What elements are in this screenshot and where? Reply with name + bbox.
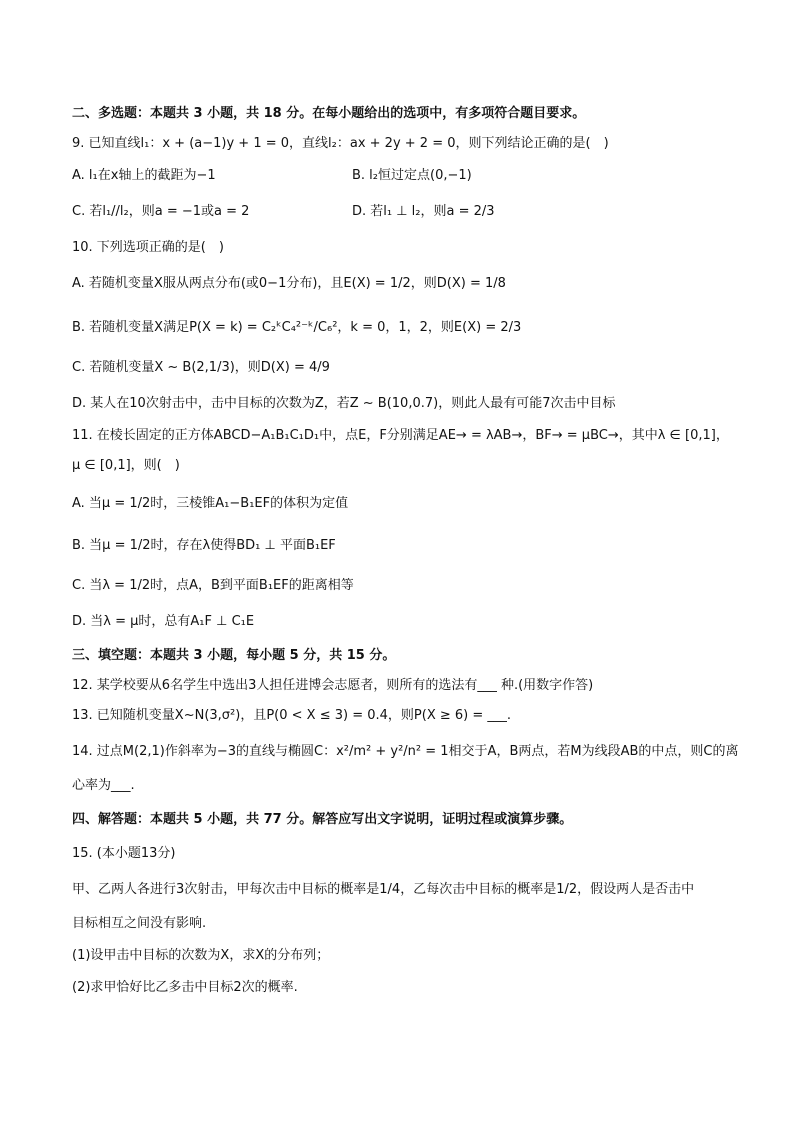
question-11-option-a: A. 当μ = 1/2时，三棱锥A₁−B₁EF的体积为定值	[72, 496, 349, 511]
section-3-header: 三、填空题：本题共 3 小题，每小题 5 分，共 15 分。	[72, 648, 396, 663]
question-14-line-2: 心率为___.	[72, 778, 135, 793]
question-15-stem-line-1: 甲、乙两人各进行3次射击，甲每次击中目标的概率是1/4，乙每次击中目标的概率是1/2，假设两人是否击中	[72, 882, 695, 897]
question-14-line-1: 14. 过点M(2,1)作斜率为−3的直线与椭圆C：x²/m² + y²/n² = 1相交于A，B两点，若M为线段AB的中点，则C的离	[72, 744, 739, 759]
question-10-option-c: C. 若随机变量X ~ B(2,1/3)，则D(X) = 4/9	[72, 360, 330, 375]
question-13: 13. 已知随机变量X~N(3,σ²)，且P(0 < X ≤ 3) = 0.4，则P(X ≥ 6) = ___.	[72, 708, 512, 723]
question-15-part-2: (2)求甲恰好比乙多击中目标2次的概率.	[72, 980, 298, 995]
question-15-stem-line-2: 目标相互之间没有影响.	[72, 916, 207, 931]
question-9-stem: 9. 已知直线l₁：x + (a−1)y + 1 = 0，直线l₂：ax + 2y + 2 = 0，则下列结论正确的是( )	[72, 136, 609, 151]
question-11-option-b: B. 当μ = 1/2时，存在λ使得BD₁ ⊥ 平面B₁EF	[72, 538, 336, 553]
question-11-stem-line-1: 11. 在棱长固定的正方体ABCD−A₁B₁C₁D₁中，点E，F分别满足AE→ = λAB→，BF→ = μBC→，其中λ ∈ [0,1]，	[72, 428, 729, 443]
question-9-option-a: A. l₁在x轴上的截距为−1	[72, 168, 216, 183]
question-12: 12. 某学校要从6名学生中选出3人担任进博会志愿者，则所有的选法有___ 种.(用数字作答)	[72, 678, 594, 693]
question-10-option-b: B. 若随机变量X满足P(X = k) = C₂ᵏC₄²⁻ᵏ/C₆²，k = 0，1，2，则E(X) = 2/3	[72, 320, 522, 335]
question-11-option-c: C. 当λ = 1/2时，点A，B到平面B₁EF的距离相等	[72, 578, 354, 593]
question-10-stem: 10. 下列选项正确的是( )	[72, 240, 224, 255]
question-9-option-b: B. l₂恒过定点(0,−1)	[352, 168, 472, 183]
section-4-header: 四、解答题：本题共 5 小题，共 77 分。解答应写出文字说明，证明过程或演算步骤。	[72, 812, 573, 827]
section-2-header: 二、多选题：本题共 3 小题，共 18 分。在每小题给出的选项中，有多项符合题目要求。	[72, 106, 586, 121]
question-15-title: 15. (本小题13分)	[72, 846, 176, 861]
question-10-option-d: D. 某人在10次射击中，击中目标的次数为Z，若Z ~ B(10,0.7)，则此人最有可能7次击中目标	[72, 396, 616, 411]
question-15-part-1: (1)设甲击中目标的次数为X，求X的分布列；	[72, 948, 330, 963]
question-9-option-c: C. 若l₁//l₂，则a = −1或a = 2	[72, 204, 250, 219]
question-10-option-a: A. 若随机变量X服从两点分布(或0−1分布)，且E(X) = 1/2，则D(X) = 1/8	[72, 276, 506, 291]
question-11-stem-line-2: μ ∈ [0,1]，则( )	[72, 458, 180, 473]
question-9-option-d: D. 若l₁ ⊥ l₂，则a = 2/3	[352, 204, 495, 219]
question-11-option-d: D. 当λ = μ时，总有A₁F ⊥ C₁E	[72, 614, 255, 629]
